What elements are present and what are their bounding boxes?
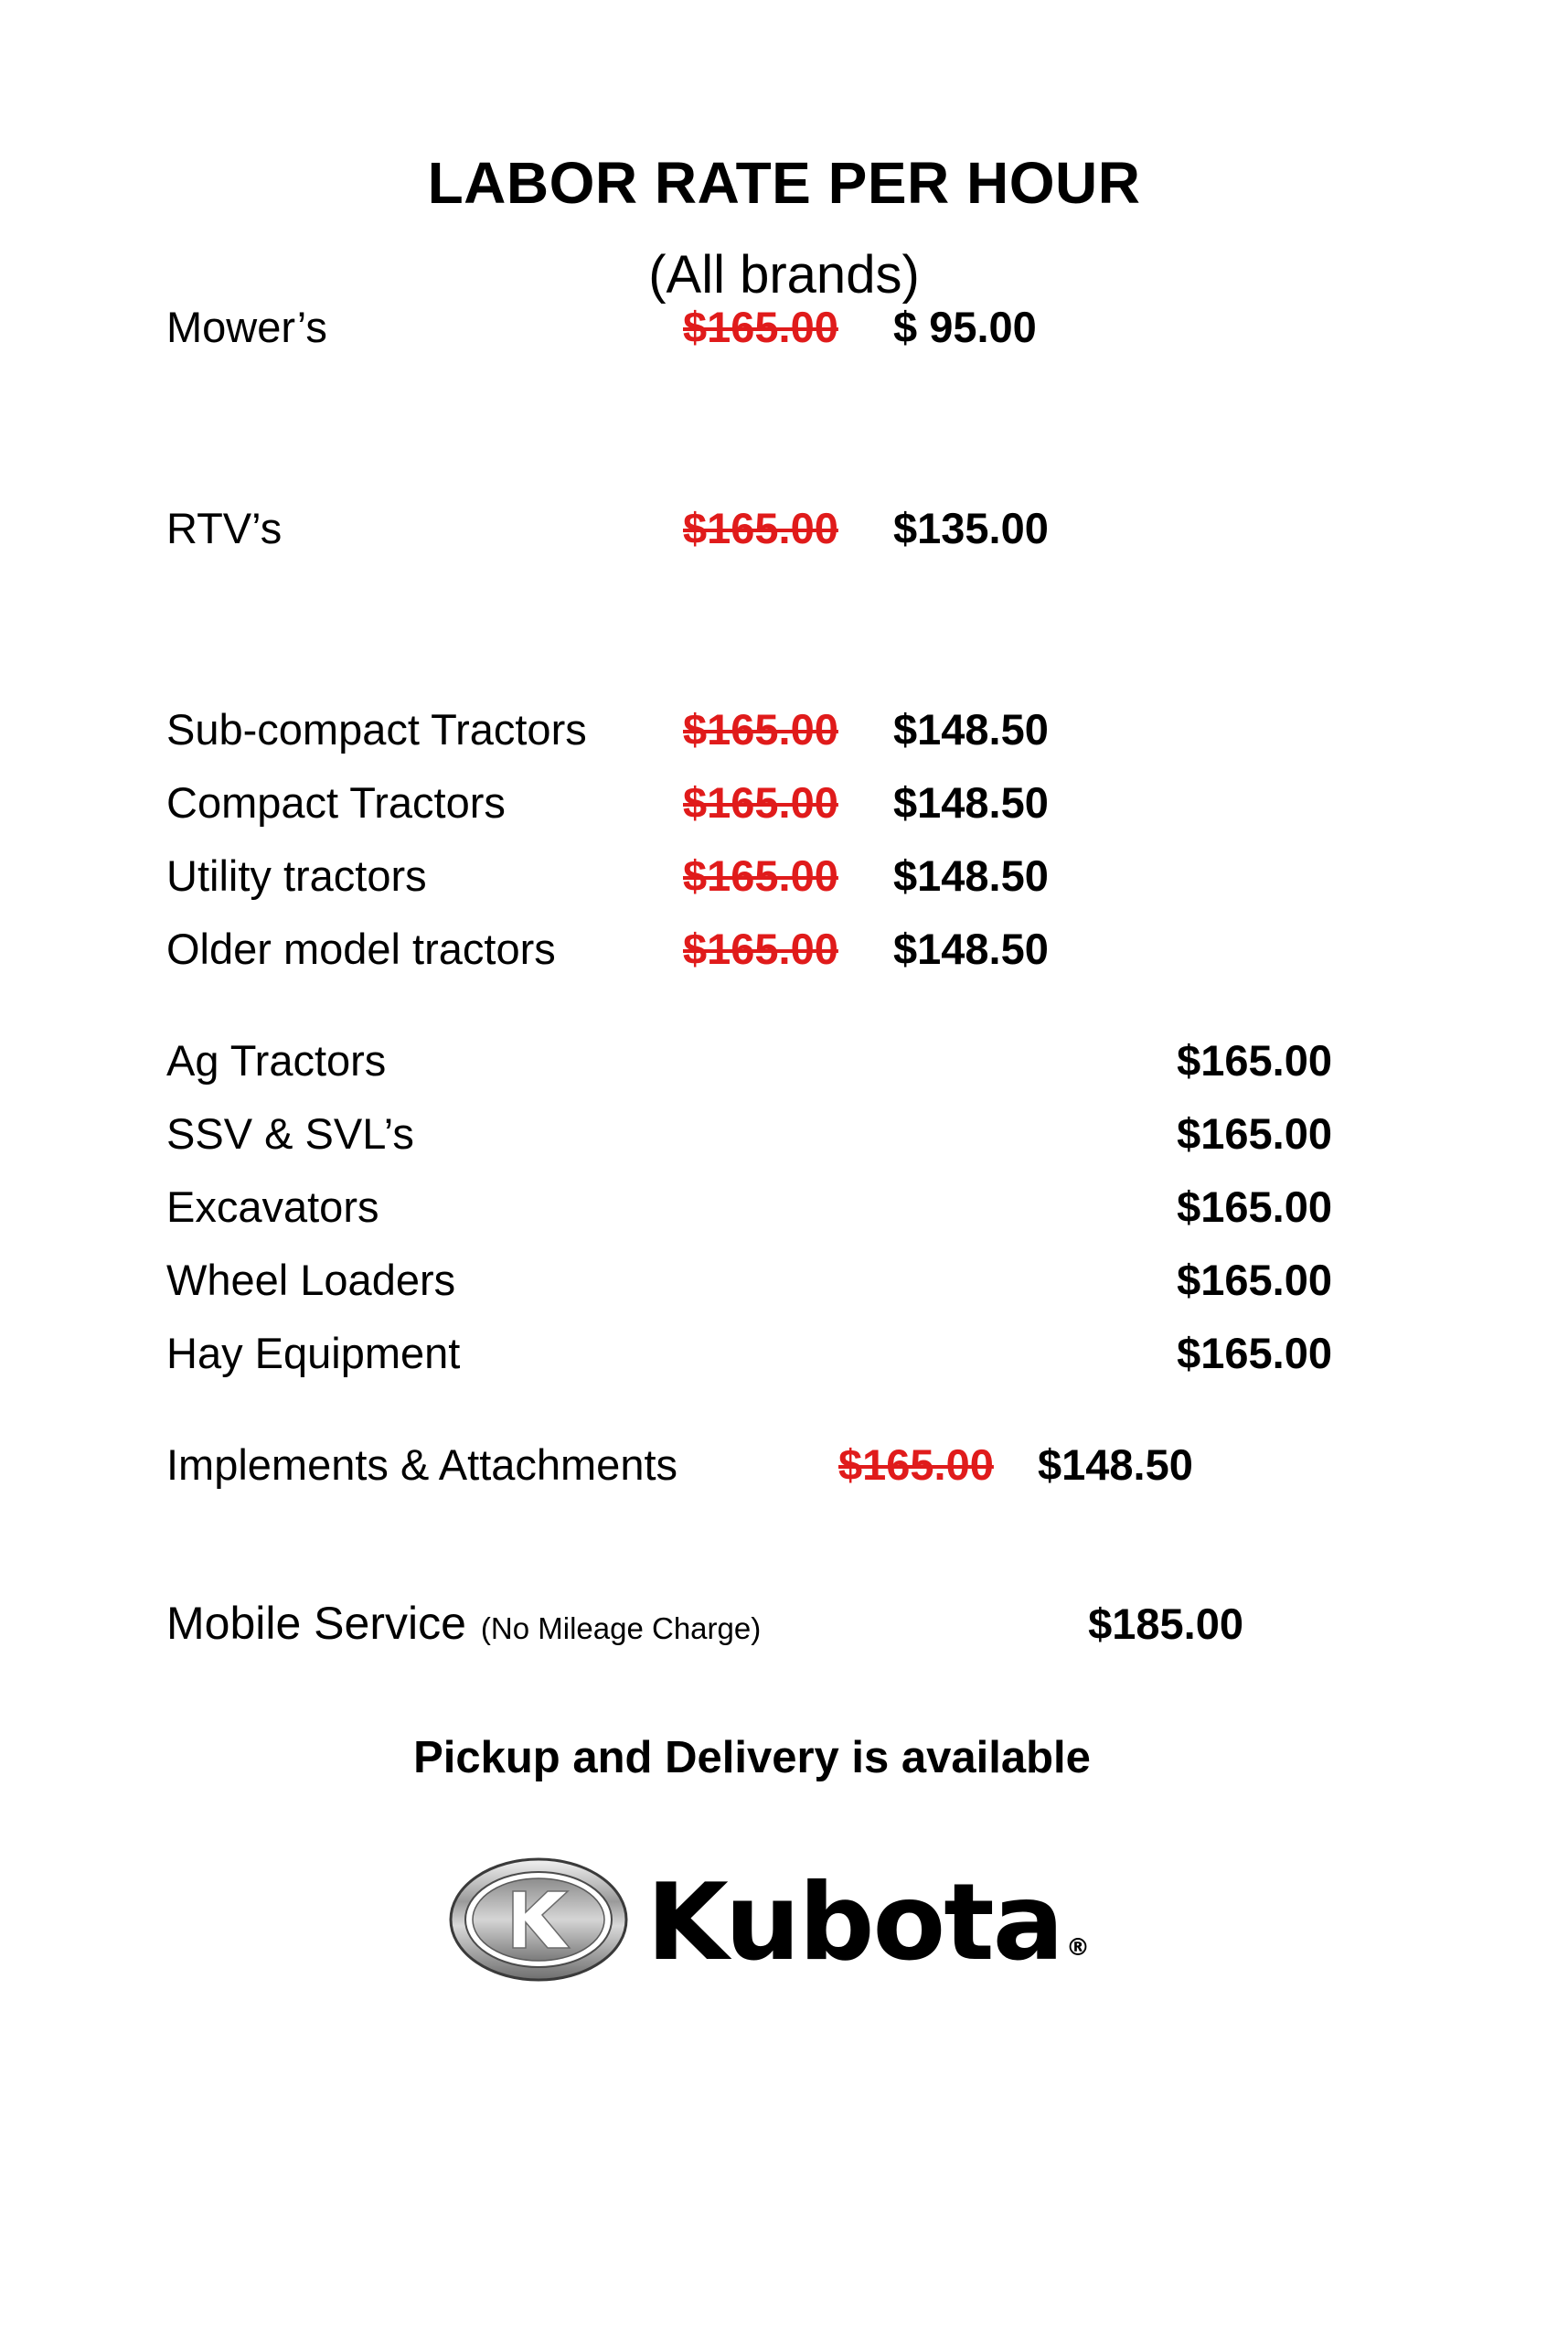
mobile-service-label: Mobile Service	[166, 1598, 466, 1649]
spacer	[0, 997, 1568, 1035]
rate-label: Sub-compact Tractors	[166, 705, 587, 754]
rate-new-price: $165.00	[1177, 1256, 1332, 1304]
rate-label: Implements & Attachments	[166, 1440, 678, 1489]
spacer	[0, 1513, 1568, 1597]
rate-row	[0, 1182, 1568, 1255]
rate-row	[0, 503, 1568, 576]
kubota-oval-k-icon	[447, 1855, 630, 1984]
rate-new-price: $165.00	[1177, 1329, 1332, 1377]
rate-label: Mower’s	[166, 303, 327, 351]
page-title: LABOR RATE PER HOUR	[427, 150, 1141, 216]
rate-label: Older model tractors	[166, 925, 556, 973]
rate-row	[0, 777, 1568, 850]
rate-old-price: $165.00	[683, 504, 838, 552]
rate-old-price: $165.00	[683, 778, 838, 827]
rate-new-price: $148.50	[893, 925, 1049, 973]
spacer	[0, 375, 1568, 503]
rate-new-price: $148.50	[1038, 1440, 1193, 1489]
rate-label: Excavators	[166, 1182, 379, 1231]
mobile-service-row	[0, 1597, 1568, 1670]
rate-new-price: $165.00	[1177, 1109, 1332, 1158]
rate-row	[0, 1035, 1568, 1108]
rate-old-price: $165.00	[683, 851, 838, 900]
rate-label: RTV’s	[166, 504, 283, 552]
spacer	[0, 1401, 1568, 1439]
rate-row	[0, 924, 1568, 997]
rate-new-price: $148.50	[893, 705, 1049, 754]
rate-row	[0, 850, 1568, 924]
rate-row	[0, 1328, 1568, 1401]
rate-label: Hay Equipment	[166, 1329, 461, 1377]
brand-name	[646, 1861, 1088, 1984]
pickup-delivery-note: Pickup and Delivery is available	[413, 1733, 1091, 1782]
rate-row	[0, 1108, 1568, 1182]
rate-new-price: $165.00	[1177, 1182, 1332, 1231]
rate-new-price: $148.50	[893, 851, 1049, 900]
rate-new-price: $ 95.00	[893, 303, 1037, 351]
spacer	[0, 576, 1568, 704]
rate-row	[0, 302, 1568, 375]
registered-mark: ®	[1065, 1934, 1088, 1962]
rate-label: Ag Tractors	[166, 1036, 387, 1085]
page-subtitle: (All brands)	[648, 245, 920, 305]
rate-new-price: $148.50	[893, 778, 1049, 827]
rate-label: Utility tractors	[166, 851, 427, 900]
rate-label: Wheel Loaders	[166, 1256, 456, 1304]
rate-old-price: $165.00	[683, 303, 838, 351]
rate-old-price: $165.00	[683, 925, 838, 973]
rate-row	[0, 1439, 1568, 1513]
rate-list	[0, 302, 1568, 1670]
brand-logo	[0, 1783, 1568, 1984]
rate-old-price: $165.00	[683, 705, 838, 754]
rate-row	[0, 704, 1568, 777]
rate-old-price: $165.00	[838, 1440, 994, 1489]
rate-new-price: $165.00	[1177, 1036, 1332, 1085]
rate-label: Compact Tractors	[166, 778, 506, 827]
rate-new-price: $135.00	[893, 504, 1049, 552]
mobile-service-note: (No Mileage Charge)	[480, 1611, 762, 1645]
brand-name-text: Kubota	[646, 1861, 1062, 1984]
mobile-service-price: $185.00	[1088, 1599, 1243, 1648]
rate-label: SSV & SVL’s	[166, 1109, 414, 1158]
rate-row	[0, 1255, 1568, 1328]
